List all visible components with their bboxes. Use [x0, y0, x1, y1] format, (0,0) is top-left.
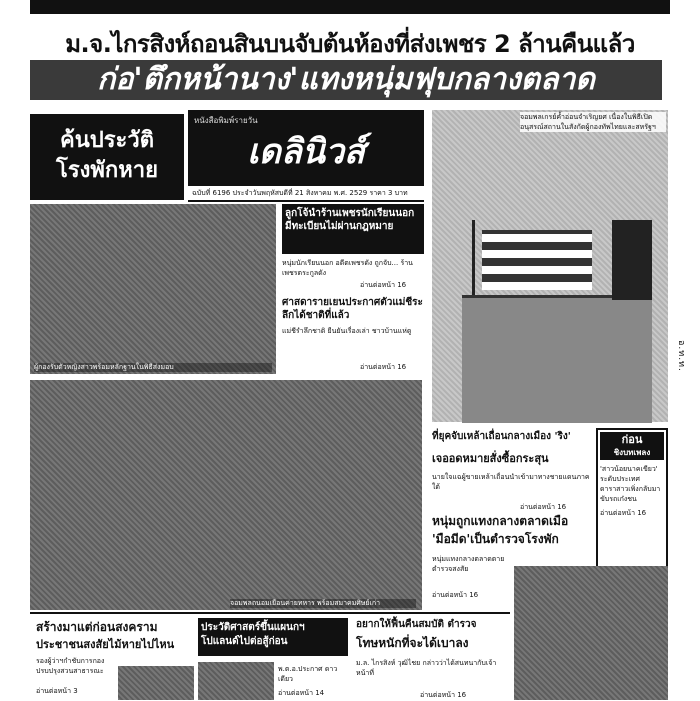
story-jewel-head-box [282, 204, 424, 254]
sidebar-item: ดาราสาวเพิ่งกลับมา [600, 485, 661, 493]
flag-graphic [482, 230, 592, 290]
sidebar-item: 'สาวน้อยนาคเขียว' [600, 465, 658, 473]
bottom-left-headline-1: สร้างมาแต่ก่อนสงคราม [36, 620, 158, 634]
masthead-subtitle: หนังสือพิมพ์รายวัน [194, 116, 258, 125]
masthead-issue-line: ฉบับที่ 6196 ประจำวันพฤหัสบดีที่ 21 สิงหาคม พ.ศ. 2529 ราคา 3 บาท [188, 186, 424, 200]
story-jewel-continued: อ่านต่อหน้า 16 [360, 281, 407, 289]
top-headline: ม.จ.ไกรสิงห์ถอนสินบนจับต้นห้องที่ส่งเพชร 2 ล้านคืนแล้ว [65, 30, 635, 58]
flag-photo-caption: จอมพลเกรย์ค้ำอ่อนจำเริญยศ เนื่องในพิธีเปิดอนุสรณ์สถานในสังกัดผู้กองทัพไทยและสหรัฐฯ [520, 112, 666, 132]
bottom-mid-headline-1: ประวัติศาสตร์ขึ้นแผนกฯ [201, 622, 305, 633]
sidebar-box-title [600, 432, 664, 460]
left-teaser-line-1: ค้นประวัติ [60, 128, 154, 153]
sidebar-box-title-line-1: ก่อน [621, 433, 643, 446]
bottom-left-continued: อ่านต่อหน้า 3 [36, 687, 78, 695]
speaker-figure [612, 220, 652, 300]
bottom-left-body: รองผู้ว่าฯกำชับการกอง ปรบปรุงสวนสาธารณะ [36, 657, 105, 675]
sidebar-item: ขับรถเก๋งชน [600, 495, 637, 503]
story-jewel-body: หนุ่มนักเรียนนอก อดีตเพชรดัง ถูกจับ... ร้านเพชรตระกูลดัง [282, 259, 413, 277]
photo-bottom-mid [198, 662, 274, 700]
story-prophet-headline: ศาสดารายเยนประกาศตัวแม่ชีระลึกได้ชาติที่แล้ว [282, 297, 423, 321]
bottom-right-headline-1: อยากให้ฟื้นคืนสมบัติ ตำรวจ [356, 619, 477, 630]
bottom-mid-head-box [198, 618, 348, 656]
bottom-divider [30, 612, 510, 614]
photo-middle-caption: จอมพลถนอมเยือนค่ายทหาร พร้อมสมาคมศิษย์เก่า [230, 599, 416, 608]
bottom-right-continued: อ่านต่อหน้า 16 [420, 691, 467, 699]
top-black-bar [30, 0, 670, 14]
story-liquor-headline: ที่ยุคจับเหล้าเถื่อนกลางเมือง 'ริง' [432, 431, 571, 442]
left-teaser-line-2: โรงพักหาย [56, 158, 158, 183]
photo-top-left [30, 204, 276, 374]
masthead-title: เดลินิวส์ [247, 132, 365, 172]
photo-top-left-caption: ผู้กองรับตัวหญิงสาวพร้อมหลักฐานในพิธีส่งมอบ [34, 363, 272, 372]
photo-flag-ceremony [432, 110, 668, 422]
bottom-left-headline-2: ประชาชนสงสัยไม้หายไปไหน [36, 638, 175, 651]
bottom-mid-body: พ.ต.อ.ประกาศ ดาวเดียว [278, 665, 338, 683]
story-stab-body: หนุ่มแทงกลางตลาดตาย ตำรวจสงสัย [432, 555, 505, 573]
vertical-mark: อ.ท.ท. [676, 340, 686, 372]
story-liquor-body: นายใจแฉผู้ขายเหล้าเถื่อนนำเข้ามาทางชายแดนภาคใต้ [432, 473, 590, 491]
story-stab-continued: อ่านต่อหน้า 16 [432, 591, 479, 599]
photo-stab [514, 566, 668, 700]
sidebar-item: ระดับประเทศ [600, 475, 640, 483]
story-jewel-headline: ลูกโจ้นำร้านเพชรนักเรียนนอก มีทะเบียนไม่ผ่านกฎหมาย [285, 208, 415, 232]
left-teaser-box [30, 114, 184, 200]
story-prophet-body: แม่ชีรำลึกชาติ ยืนยันเรื่องเล่า ชาวบ้านแห่ดู [282, 327, 412, 335]
sidebar-box-title-line-2: ชิงบทเพลง [613, 448, 651, 457]
bottom-mid-headline-2: โปแลนด์ไปต่อสู้ก่อน [201, 636, 288, 647]
masthead [188, 110, 424, 202]
story-liquor-subhead: เจออดหมายสั่งซื้อกระสุน [432, 452, 549, 465]
bottom-right-headline-2: โทษหนักที่จะได้เบาลง [356, 636, 469, 650]
story-prophet-continued: อ่านต่อหน้า 16 [360, 363, 407, 371]
sidebar-box [596, 428, 668, 568]
bottom-mid-continued: อ่านต่อหน้า 14 [278, 689, 325, 697]
banner-headline: ก่อ'ตึกหน้านาง'แทงหนุ่มฟุบกลางตลาด [30, 60, 662, 100]
bottom-right-body: ม.ล. ไกรสิงห์ วุฒิไชย กล่าวว่าได้สนทนากับเจ้าหน้าที่ [356, 659, 497, 677]
sidebar-continued: อ่านต่อหน้า 16 [600, 509, 647, 517]
story-liquor-continued: อ่านต่อหน้า 16 [520, 503, 567, 511]
photo-middle-large [30, 380, 422, 610]
story-stab-headline: หนุ่มถูกแทงกลางตลาดเมือ [432, 514, 569, 528]
podium-graphic [462, 295, 652, 423]
photo-bottom-left [118, 666, 194, 700]
story-stab-subhead: 'มือมีด'เป็นตำรวจโรงพัก [432, 532, 559, 546]
